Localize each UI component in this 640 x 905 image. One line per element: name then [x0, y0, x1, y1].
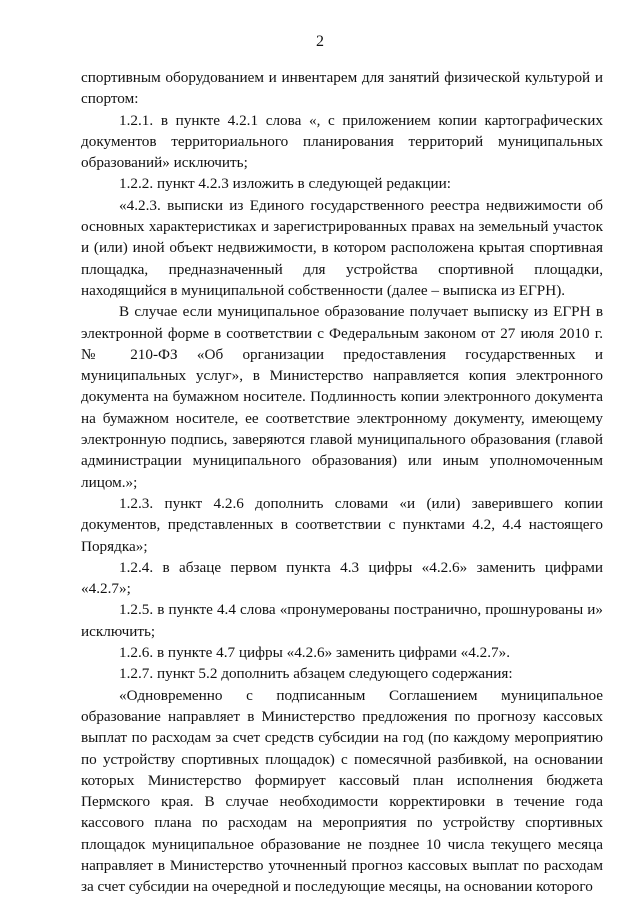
paragraph-1-2-1: 1.2.1. в пункте 4.2.1 слова «, с приложением копии картографических документов территориального планирования территорий муниципальных образований» исключить; — [81, 111, 603, 172]
paragraph-1-2-7: 1.2.7. пункт 5.2 дополнить абзацем следующего содержания: — [119, 665, 513, 683]
paragraph-egrn-electronic: В случае если муниципальное образование получает выписку из ЕГРН в электронной форме в соответствии с Федеральным законом от 27 июля 2010 г. № 210-ФЗ «Об организации предоставления государственных и муниципальных услуг», в Министерство направляется копия электронного документа на бумажном носителе. Подлинность копии электронного документа на бумажном носителе, ее соответствие электронному документу, имеющему электронную подпись, заверяются главой муниципального образования (главой администрации муниципального образования) или иным уполномоченным лицом.»; — [81, 303, 603, 491]
paragraph-1-2-5: 1.2.5. в пункте 4.4 слова «пронумерованы постранично, прошнурованы и» исключить; — [81, 601, 603, 640]
page-number: 2 — [316, 33, 324, 50]
paragraph-1-2-3: 1.2.3. пункт 4.2.6 дополнить словами «и (или) заверившего копии документов, представленных в соответствии с пунктами 4.2, 4.4 настоящего Порядка»; — [81, 494, 603, 555]
paragraph-1-2-4: 1.2.4. в абзаце первом пункта 4.3 цифры «4.2.6» заменить цифрами «4.2.7»; — [81, 558, 603, 598]
paragraph-1-2-6: 1.2.6. в пункте 4.7 цифры «4.2.6» заменить цифрами «4.2.7». — [119, 644, 511, 662]
paragraph-4-2-3-quote: «4.2.3. выписки из Единого государственного реестра недвижимости об основных характеристиках и зарегистрированных правах на земельный участок и (или) иной объект недвижимости, в котором расположена крытая спортивная площадка, предназначенный для устройства спортивной площадки, находящийся в муниципальной собственности (далее – выписка из ЕГРН). — [81, 196, 603, 299]
paragraph-new-abzac-quote: «Одновременно с подписанным Соглашением муниципальное образование направляет в Министерство предложения по прогнозу кассовых выплат по расходам за счет средств субсидии на год (по каждому мероприятию по устройству спортивных площадок) с помесячной разбивкой, на основании которых Министерство формирует кассовый план исполнения бюджета Пермского края. В случае необходимости корректировки в течение года кассового плана по расходам на мероприятия по устройству спортивных площадок муниципальное образование не позднее 10 числа текущего месяца направляет в Министерство уточненный прогноз кассовых выплат по расходам за счет субсидии на очередной и последующие месяцы, на основании которого — [81, 686, 603, 896]
paragraph-1-2-2: 1.2.2. пункт 4.2.3 изложить в следующей редакции: — [119, 175, 451, 193]
document-body — [81, 67, 603, 898]
paragraph-continuation: спортивным оборудованием и инвентарем для занятий физической культурой и спортом: — [81, 69, 603, 108]
